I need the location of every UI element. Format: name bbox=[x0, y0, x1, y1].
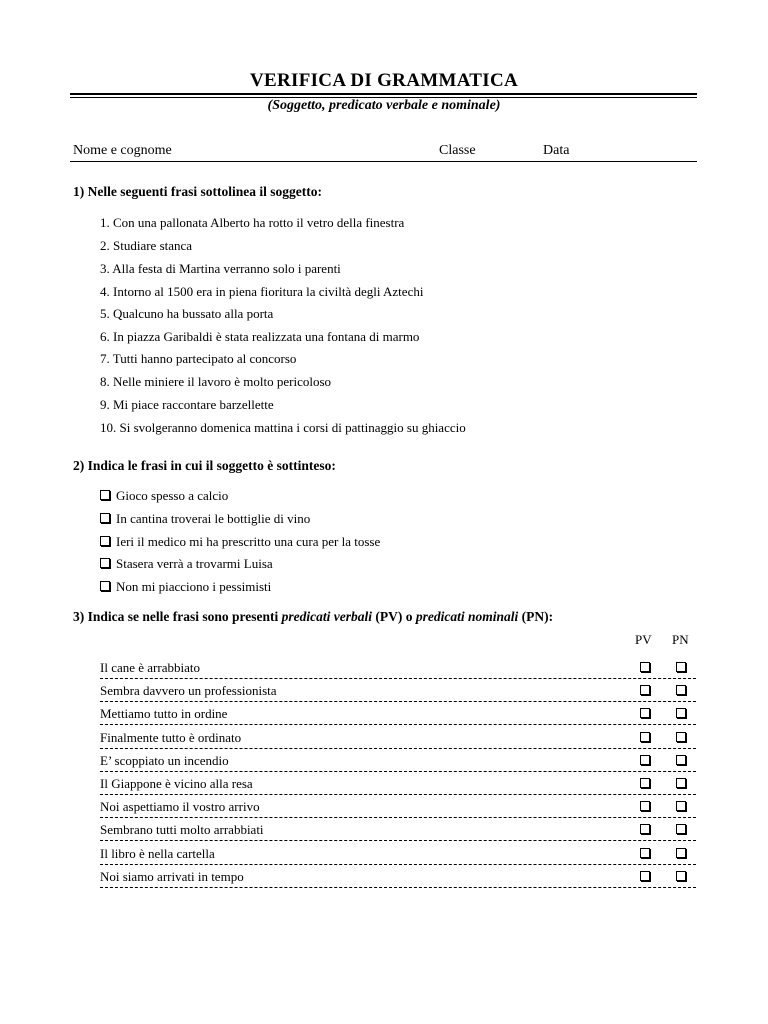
q3-title-mid: (PV) o bbox=[371, 609, 416, 624]
checkbox-icon[interactable] bbox=[100, 490, 110, 500]
sentence-text: Sembrano tutti molto arrabbiati bbox=[100, 822, 264, 838]
q2-option-label: In cantina troverai le bottiglie di vino bbox=[116, 511, 311, 526]
sentence-text: Noi siamo arrivati in tempo bbox=[100, 868, 244, 884]
table-row bbox=[100, 656, 696, 679]
checkbox-icon[interactable] bbox=[100, 558, 110, 568]
date-label: Data bbox=[543, 143, 570, 158]
q2-option[interactable] bbox=[100, 488, 228, 504]
q2-option[interactable] bbox=[100, 534, 380, 550]
q1-item: 9. Mi piace raccontare barzellette bbox=[100, 397, 274, 412]
table-row bbox=[100, 842, 696, 865]
pn-checkbox-icon[interactable] bbox=[676, 662, 686, 672]
q1-item: 10. Si svolgeranno domenica mattina i corsi di pattinaggio su ghiaccio bbox=[100, 420, 466, 435]
sentence-text: Finalmente tutto è ordinato bbox=[100, 729, 242, 745]
pn-checkbox-icon[interactable] bbox=[676, 848, 686, 858]
q1-title: 1) Nelle seguenti frasi sottolinea il soggetto: bbox=[73, 184, 322, 199]
page-title: VERIFICA DI GRAMMATICA bbox=[249, 70, 519, 91]
sentence-text: Mettiamo tutto in ordine bbox=[100, 706, 228, 722]
q3-title bbox=[73, 609, 553, 625]
sentence-text: Il cane è arrabbiato bbox=[100, 660, 200, 675]
row-divider bbox=[100, 887, 696, 888]
pv-checkbox-icon[interactable] bbox=[640, 778, 650, 788]
sentence-text: E’ scoppiato un incendio bbox=[100, 752, 229, 768]
pv-checkbox-icon[interactable] bbox=[640, 662, 650, 672]
q1-item: 8. Nelle miniere il lavoro è molto pericoloso bbox=[100, 374, 332, 389]
q2-option[interactable] bbox=[100, 556, 273, 572]
pv-checkbox-icon[interactable] bbox=[640, 824, 650, 834]
col-header-pn: PN bbox=[672, 632, 689, 647]
page-subtitle: (Soggetto, predicato verbale e nominale) bbox=[267, 98, 501, 113]
title-rule-thick bbox=[70, 93, 697, 95]
table-row bbox=[100, 726, 696, 749]
pn-checkbox-icon[interactable] bbox=[676, 871, 686, 881]
q2-option-label: Stasera verrà a trovarmi Luisa bbox=[116, 556, 273, 571]
q1-item: 5. Qualcuno ha bussato alla porta bbox=[100, 306, 274, 321]
q2-option-label: Ieri il medico mi ha prescritto una cura per la tosse bbox=[116, 534, 381, 549]
name-line bbox=[70, 161, 697, 162]
q2-title: 2) Indica le frasi in cui il soggetto è sottinteso: bbox=[73, 458, 336, 473]
sentence-text: Il Giappone è vicino alla resa bbox=[100, 776, 253, 791]
pv-checkbox-icon[interactable] bbox=[640, 708, 650, 718]
pv-checkbox-icon[interactable] bbox=[640, 848, 650, 858]
pn-checkbox-icon[interactable] bbox=[676, 755, 686, 765]
pv-checkbox-icon[interactable] bbox=[640, 685, 650, 695]
q1-item: 1. Con una pallonata Alberto ha rotto il vetro della finestra bbox=[100, 215, 405, 230]
table-row bbox=[100, 702, 696, 725]
q3-title-start: 3) Indica se nelle frasi sono presenti bbox=[73, 609, 282, 624]
pn-checkbox-icon[interactable] bbox=[676, 685, 686, 695]
name-label: Nome e cognome bbox=[73, 143, 172, 158]
pn-checkbox-icon[interactable] bbox=[676, 708, 686, 718]
pv-checkbox-icon[interactable] bbox=[640, 732, 650, 742]
q2-option-label: Gioco spesso a calcio bbox=[116, 488, 229, 503]
class-label: Classe bbox=[439, 143, 476, 158]
q2-option[interactable] bbox=[100, 579, 271, 595]
pv-checkbox-icon[interactable] bbox=[640, 801, 650, 811]
q1-item: 4. Intorno al 1500 era in piena fioritura la civiltà degli Aztechi bbox=[100, 284, 424, 299]
pv-checkbox-icon[interactable] bbox=[640, 755, 650, 765]
q3-title-pn: predicati nominali bbox=[415, 609, 519, 624]
pn-checkbox-icon[interactable] bbox=[676, 801, 686, 811]
col-header-pv: PV bbox=[635, 632, 652, 647]
table-row bbox=[100, 679, 696, 702]
checkbox-icon[interactable] bbox=[100, 536, 110, 546]
checkbox-icon[interactable] bbox=[100, 513, 110, 523]
q2-option[interactable] bbox=[100, 511, 310, 527]
q1-item: 6. In piazza Garibaldi è stata realizzata una fontana di marmo bbox=[100, 329, 420, 344]
q2-option-label: Non mi piacciono i pessimisti bbox=[116, 579, 272, 594]
q1-item: 3. Alla festa di Martina verranno solo i parenti bbox=[100, 261, 341, 276]
sentence-text: Il libro è nella cartella bbox=[100, 845, 215, 861]
table-row bbox=[100, 749, 696, 772]
q3-title-end: (PN): bbox=[518, 609, 554, 624]
q1-item: 7. Tutti hanno partecipato al concorso bbox=[100, 351, 297, 366]
pv-checkbox-icon[interactable] bbox=[640, 871, 650, 881]
checkbox-icon[interactable] bbox=[100, 581, 110, 591]
sentence-text: Noi aspettiamo il vostro arrivo bbox=[100, 799, 260, 815]
q3-title-pv: predicati verbali bbox=[281, 609, 372, 624]
table-row bbox=[100, 818, 696, 841]
sentence-text: Sembra davvero un professionista bbox=[100, 683, 277, 699]
table-row bbox=[100, 795, 696, 818]
pn-checkbox-icon[interactable] bbox=[676, 732, 686, 742]
table-row bbox=[100, 772, 696, 795]
pn-checkbox-icon[interactable] bbox=[676, 778, 686, 788]
table-row bbox=[100, 865, 696, 888]
q1-item: 2. Studiare stanca bbox=[100, 238, 193, 253]
pn-checkbox-icon[interactable] bbox=[676, 824, 686, 834]
